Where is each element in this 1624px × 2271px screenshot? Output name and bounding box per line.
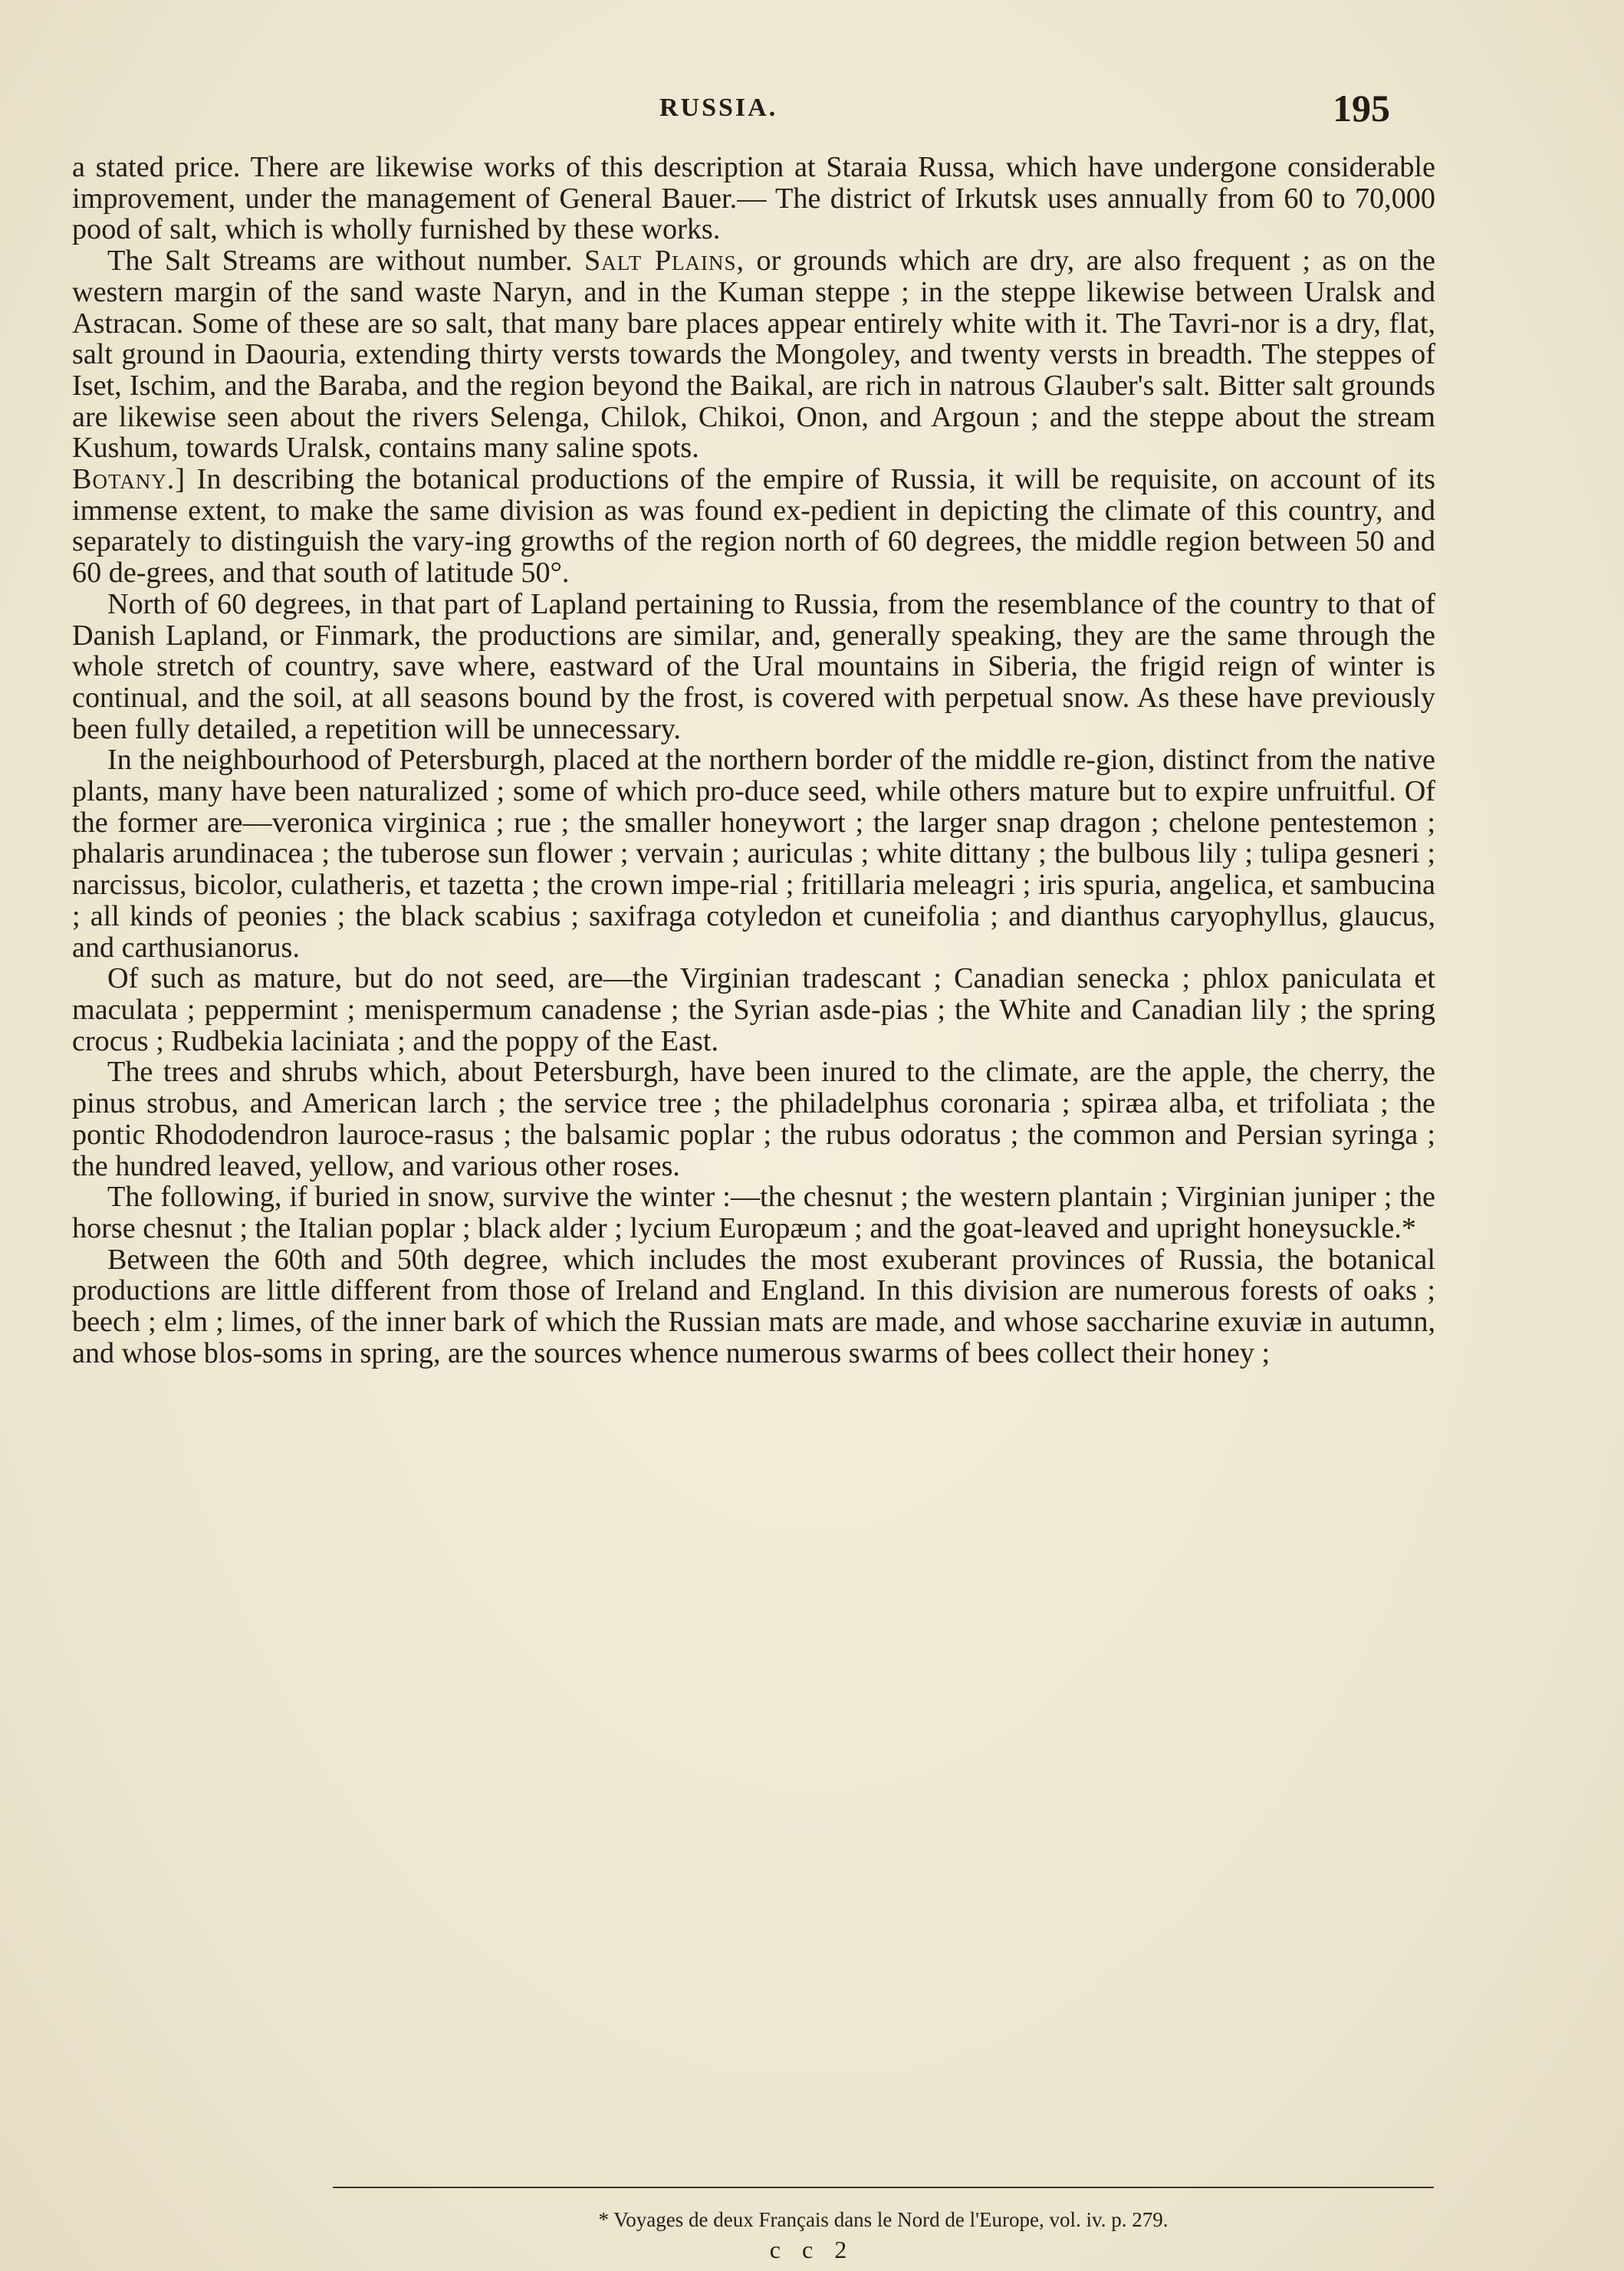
salt-plains-text: or grounds which are dry, are also frequent ; as on the western margin of the sand waste Naryn, and in the Kuman steppe ; in the steppe likewise between Uralsk and Astracan. Some of these are so salt, that many bare places appear entirely white with it. The Tavri-nor is a dry, flat, salt ground in Daouria, extending thirty versts towards the Mongoley, and twenty versts in breadth. The steppes of Iset, Ischim, and the Baraba, and the region beyond the Baikal, are rich in natrous Glauber's salt. Bitter salt grounds are likewise seen about the rivers Selenga, Chilok, Chikoi, Onon, and Argoun ; and the steppe about the stream Kushum, towards Uralsk, contains many saline spots. bbox=[72, 245, 1436, 465]
paragraph-trees-shrubs: The trees and shrubs which, about Petersburgh, have been inured to the climate, are the apple, the cherry, the pinus strobus, and American larch ; the service tree ; the philadelphus coronaria ; spiræa alba, et trifoliata ; the pontic Rhododendron lauroce-rasus ; the balsamic poplar ; the rubus odoratus ; the common and Persian syringa ; the hundred leaved, yellow, and various other roses. bbox=[72, 1056, 1435, 1182]
salt-plains-heading: Salt Plains, bbox=[584, 245, 745, 278]
body-text bbox=[72, 152, 1435, 1369]
botany-side-heading: Botany.] bbox=[72, 463, 186, 496]
paragraph-botany bbox=[72, 464, 1435, 589]
paragraph-petersburgh: In the neighbourhood of Petersburgh, placed at the northern border of the middle re-gion, distinct from the native plants, many have been naturalized ; some of which pro-duce seed, while others mature but to expire unfruitful. Of the former are—veronica virginica ; rue ; the smaller honeywort ; the larger snap dragon ; chelone pentestemon ; phalaris arundinacea ; the tuberose sun flower ; vervain ; auriculas ; white dittany ; the bulbous lily ; tulipa gesneri ; narcissus, bicolor, culatheris, et tazetta ; the crown impe-rial ; fritillaria meleagri ; iris spuria, angelica, et sambucina ; all kinds of peonies ; the black scabius ; saxifraga cotyledon et cuneifolia ; and dianthus caryophyllus, glaucus, and carthusianorus. bbox=[72, 744, 1435, 964]
paragraph-salt-plains bbox=[72, 245, 1435, 464]
footnote: * Voyages de deux Français dans le Nord de l'Europe, vol. iv. p. 279. bbox=[598, 2208, 1169, 2231]
paragraph-north-of-60: North of 60 degrees, in that part of Lapland pertaining to Russia, from the resemblance of the country to that of Danish Lapland, or Finmark, the productions are similar, and, generally speaking, they are the same through the whole stretch of country, save where, eastward of the Ural mountains in Siberia, the frigid reign of winter is continual, and the soil, at all seasons bound by the frost, is covered with perpetual snow. As these have previously been fully detailed, a repetition will be unnecessary. bbox=[72, 587, 1435, 745]
page-number: 195 bbox=[1333, 87, 1390, 130]
paragraph-mature-not-seed: Of such as mature, but do not seed, are—the Virginian tradescant ; Canadian senecka ; phlox paniculata et maculata ; peppermint ; menispermum canadense ; the Syrian asde-pias ; the White and Canadian lily ; the spring crocus ; Rudbekia laciniata ; and the poppy of the East. bbox=[72, 962, 1435, 1057]
botany-text: In describing the botanical productions of the empire of Russia, it will be requisite, on account of its immense extent, to make the same division as was found ex-pedient in depicting the climate of this country, and separately to distinguish the vary-ing growths of the region north of 60 degrees, the middle region between 50 and 60 de-grees, and that south of latitude 50°. bbox=[72, 463, 1435, 590]
footnote-rule bbox=[333, 2187, 1434, 2188]
paragraph-60th-50th: Between the 60th and 50th degree, which includes the most exuberant provinces of Russia, the botanical productions are little different from those of Ireland and England. In this division are numerous forests of oaks ; beech ; elm ; limes, of the inner bark of which the Russian mats are made, and whose saccharine exuviæ in autumn, and whose blos-soms in spring, are the sources whence numerous swarms of bees collect their honey ; bbox=[72, 1243, 1435, 1369]
page-title: RUSSIA. bbox=[659, 94, 778, 122]
signature-mark: c c 2 bbox=[769, 2236, 855, 2263]
running-head bbox=[0, 87, 1624, 136]
paragraph-survive-winter: The following, if buried in snow, survive the winter :—the chesnut ; the western plantain ; Virginian juniper ; the horse chesnut ; the Italian poplar ; black alder ; lycium Europæum ; and the goat-leaved and upright honeysuckle.* bbox=[72, 1181, 1435, 1244]
salt-streams-sentence: The Salt Streams are without number. bbox=[107, 245, 573, 278]
paragraph-salt-works: a stated price. There are likewise works of this description at Staraia Russa, which have undergone considerable improvement, under the management of General Bauer.— The district of Irkutsk uses annually from 60 to 70,000 pood of salt, which is wholly furnished by these works. bbox=[72, 151, 1435, 246]
